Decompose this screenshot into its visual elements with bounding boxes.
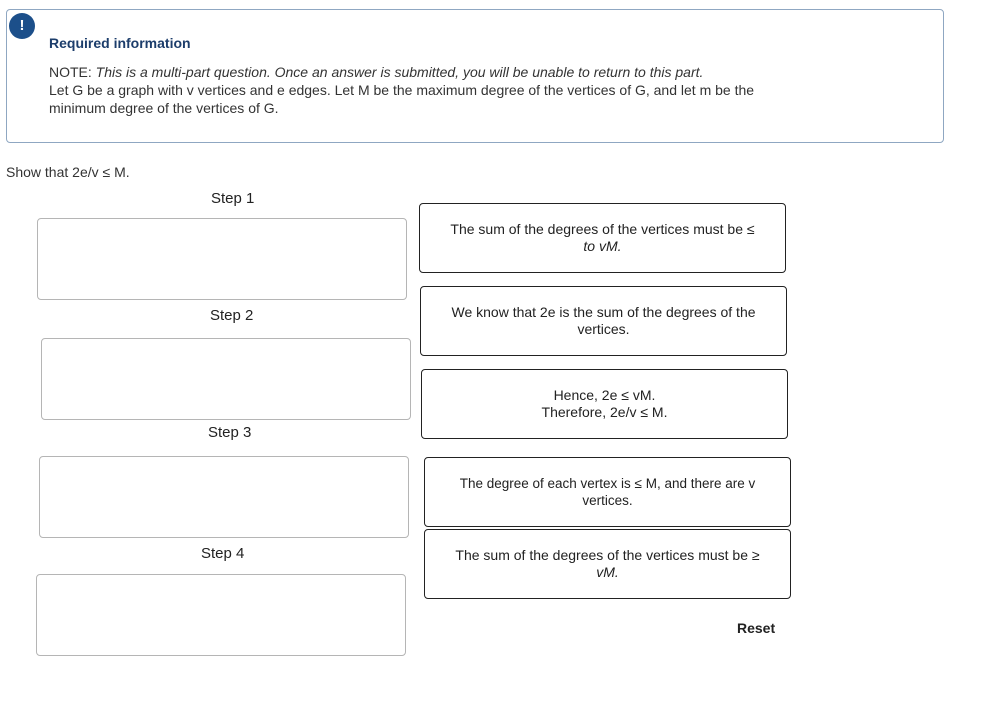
card-line: We know that 2e is the sum of the degrees of the — [451, 304, 756, 320]
step-2-drop-zone[interactable] — [41, 338, 411, 420]
card-line: Hence, 2e ≤ vM. — [553, 387, 656, 403]
answer-card[interactable] — [421, 369, 788, 439]
note-prefix: NOTE: — [49, 64, 96, 80]
answer-card[interactable] — [424, 529, 791, 599]
step-2-label: Step 2 — [210, 307, 254, 324]
card-line: vertices. — [577, 321, 630, 337]
answer-card[interactable] — [419, 203, 786, 273]
answer-card-text — [455, 547, 759, 581]
graph-definition-line-1: Let G be a graph with v vertices and e edges. Let M be the maximum degree of the vertices of G, and let m be the — [49, 82, 755, 98]
answer-card-text — [460, 475, 756, 509]
step-4-drop-zone[interactable] — [36, 574, 406, 656]
answer-card-text — [451, 304, 755, 338]
alert-icon: ! — [9, 13, 35, 39]
card-line: vM. — [596, 564, 619, 580]
card-line: The degree of each vertex is ≤ M, and there are v — [459, 476, 756, 491]
answer-card[interactable] — [420, 286, 787, 356]
answer-card-text — [450, 221, 754, 255]
info-text — [49, 63, 929, 117]
card-line: The sum of the degrees of the vertices must be ≤ — [450, 221, 755, 237]
card-line: The sum of the degrees of the vertices must be ≥ — [455, 547, 760, 563]
step-1-label: Step 1 — [211, 190, 255, 207]
step-3-label: Step 3 — [208, 424, 252, 441]
answer-card-text — [542, 387, 668, 421]
step-4-label: Step 4 — [201, 545, 245, 562]
answer-card[interactable] — [424, 457, 791, 527]
question-prompt: Show that 2e/v ≤ M. — [6, 164, 130, 180]
graph-definition-line-2: minimum degree of the vertices of G. — [49, 100, 279, 116]
step-1-drop-zone[interactable] — [37, 218, 407, 300]
card-line: to vM. — [583, 238, 622, 254]
step-3-drop-zone[interactable] — [39, 456, 409, 538]
note-text: This is a multi-part question. Once an answer is submitted, you will be unable to return to this part. — [95, 64, 704, 80]
required-information-panel — [6, 9, 944, 143]
card-line: Therefore, 2e/v ≤ M. — [541, 404, 668, 420]
card-line: vertices. — [582, 493, 633, 508]
reset-button[interactable]: Reset — [737, 620, 776, 636]
note-line — [49, 63, 929, 81]
info-title: Required information — [49, 35, 191, 51]
